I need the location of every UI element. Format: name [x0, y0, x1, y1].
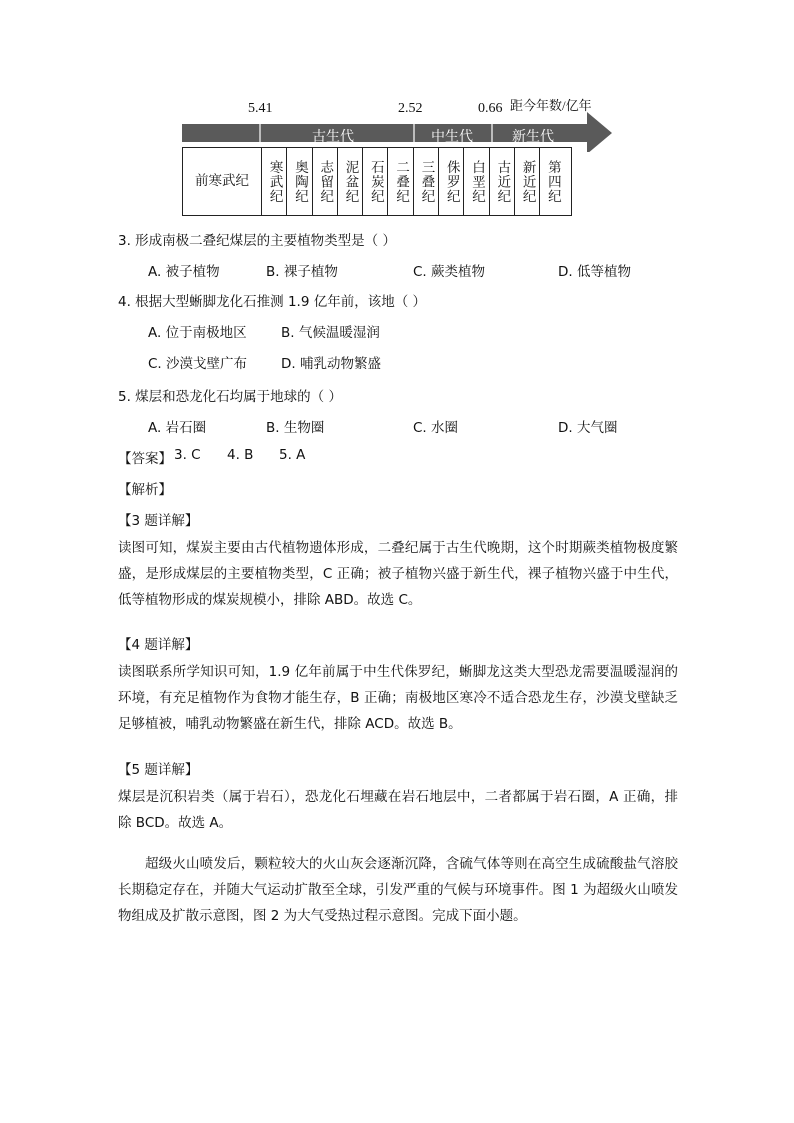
- era-label-mesozoic: 中生代: [431, 129, 473, 145]
- answer-label: 【答案】: [118, 451, 172, 467]
- question-4-option-b: B. 气候温暖湿润: [281, 325, 380, 341]
- question-3-detail-label: 【3 题详解】: [118, 513, 199, 529]
- period-cell: 第四纪: [544, 159, 561, 204]
- next-section-intro: 超级火山喷发后，颗粒较大的火山灰会逐渐沉降，含硫气体等则在高空生成硫酸盐气溶胶长期稳定存在，并随大气运动扩散至全球，引发严重的气候与环境事件。图 1 为超级火山喷发物组成及扩散示意图，图 2 为大气受热过程示意图。完成下面小题。: [118, 856, 678, 924]
- question-3-option-c: C. 蕨类植物: [413, 264, 486, 280]
- period-cell: 古近纪: [490, 148, 515, 215]
- period-cell: 侏罗纪: [439, 148, 464, 215]
- question-5-option-d: D. 大气圈: [558, 420, 618, 436]
- axis-unit-label: 距今年数/亿年: [510, 98, 592, 113]
- period-cell: 志留纪: [313, 148, 338, 215]
- question-3-stem: 3. 形成南极二叠纪煤层的主要植物类型是（ ）: [118, 233, 396, 249]
- geologic-timeline-figure: [182, 95, 622, 220]
- period-cell: 前寒武纪: [183, 148, 262, 215]
- question-5-option-b: B. 生物圈: [266, 420, 325, 436]
- question-4-stem: 4. 根据大型蜥脚龙化石推测 1.9 亿年前，该地（ ）: [118, 294, 427, 310]
- answer-item: 5. A: [279, 447, 306, 463]
- question-4-option-a: A. 位于南极地区: [148, 325, 247, 341]
- period-cell: 石炭纪: [363, 148, 388, 215]
- period-cell: 二叠纪: [388, 148, 413, 215]
- period-cell: 奥陶纪: [287, 148, 312, 215]
- period-cell: 寒武纪: [262, 148, 287, 215]
- timeline-arrow: [182, 112, 622, 152]
- question-5-detail-label: 【5 题详解】: [118, 762, 199, 778]
- era-label-paleozoic: 古生代: [312, 129, 354, 145]
- question-3-detail-text: 读图可知，煤炭主要由古代植物遗体形成，二叠纪属于古生代晚期，这个时期蕨类植物极度繁盛，是形成煤层的主要植物类型，C 正确；被子植物兴盛于新生代，裸子植物兴盛于中生代，低等植物形成的煤炭规模小，排除 ABD。故选 C。: [118, 540, 678, 608]
- period-cell: 三叠纪: [414, 148, 439, 215]
- question-4-detail-label: 【4 题详解】: [118, 637, 199, 653]
- question-5-option-c: C. 水圈: [413, 420, 459, 436]
- period-cell: 新近纪: [515, 148, 540, 215]
- question-4-detail-text: 读图联系所学知识可知，1.9 亿年前属于中生代侏罗纪，蜥脚龙这类大型恐龙需要温暖湿润的环境，有充足植物作为食物才能生存，B 正确；南极地区寒冷不适合恐龙生存，沙漠戈壁缺乏足够植被，哺乳动物繁盛在新生代，排除 ACD。故选 B。: [118, 664, 678, 732]
- tick-label: 0.66: [478, 101, 503, 116]
- question-3-option-d: D. 低等植物: [558, 264, 631, 280]
- question-5-detail-text: 煤层是沉积岩类（属于岩石），恐龙化石埋藏在岩石地层中，二者都属于岩石圈，A 正确，排除 BCD。故选 A。: [118, 789, 678, 831]
- period-cell: 泥盆纪: [338, 148, 363, 215]
- question-4-option-c: C. 沙漠戈壁广布: [148, 356, 248, 372]
- answer-item: 4. B: [227, 447, 254, 463]
- tick-label: 5.41: [248, 101, 273, 116]
- question-3-option-b: B. 裸子植物: [266, 264, 338, 280]
- period-cell: 白垩纪: [464, 148, 489, 215]
- tick-label: 2.52: [398, 101, 423, 116]
- question-3-option-a: A. 被子植物: [148, 264, 220, 280]
- question-4-option-d: D. 哺乳动物繁盛: [281, 356, 381, 372]
- era-label-cenozoic: 新生代: [512, 129, 554, 145]
- question-5-option-a: A. 岩石圈: [148, 420, 207, 436]
- question-5-stem: 5. 煤层和恐龙化石均属于地球的（ ）: [118, 389, 342, 405]
- period-table: [182, 147, 572, 216]
- analysis-label: 【解析】: [118, 482, 172, 498]
- answer-item: 3. C: [174, 447, 201, 463]
